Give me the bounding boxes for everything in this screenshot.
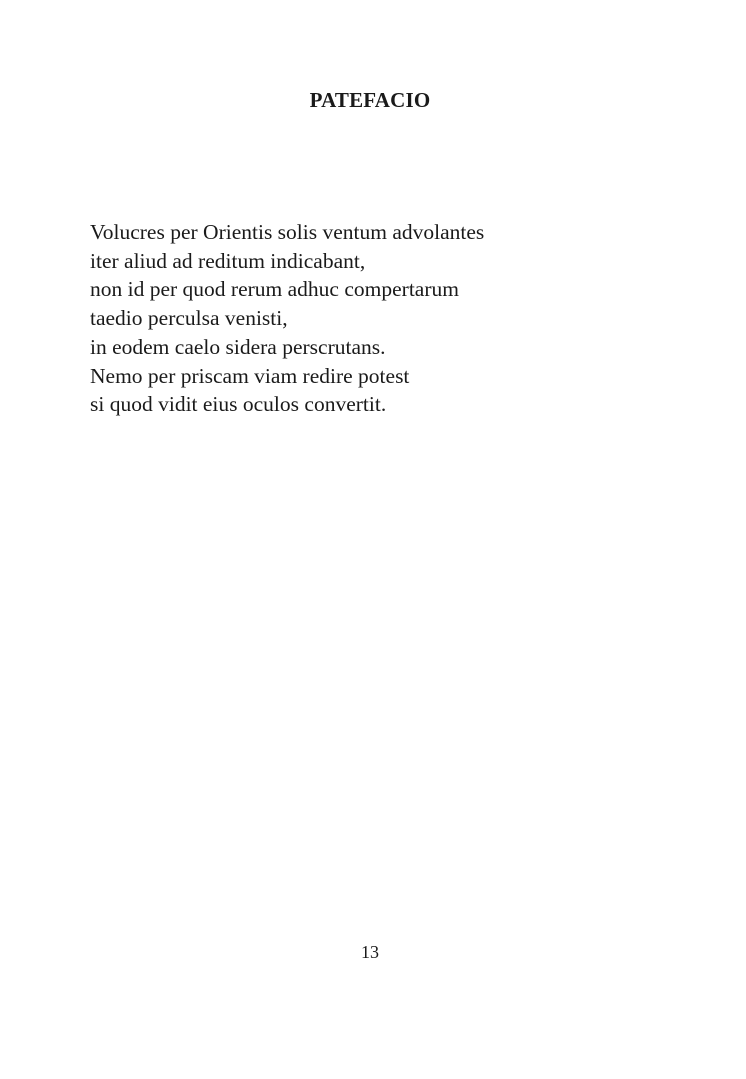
poem-line: Volucres per Orientis solis ventum advolantes bbox=[90, 220, 485, 244]
poem-line: si quod vidit eius oculos convertit. bbox=[90, 392, 387, 417]
poem-line: iter aliud ad reditum indicabant, bbox=[90, 248, 366, 273]
poem-title: PATEFACIO bbox=[309, 88, 431, 112]
poem-line: non id per quod rerum adhuc compertarum bbox=[90, 277, 459, 302]
poem-body bbox=[90, 218, 690, 419]
page-number: 13 bbox=[361, 942, 379, 962]
poem-line: Nemo per priscam viam redire potest bbox=[90, 363, 410, 388]
poem-line: taedio perculsa venisti, bbox=[90, 306, 288, 331]
poem-line: in eodem caelo sidera perscrutans. bbox=[90, 334, 386, 359]
